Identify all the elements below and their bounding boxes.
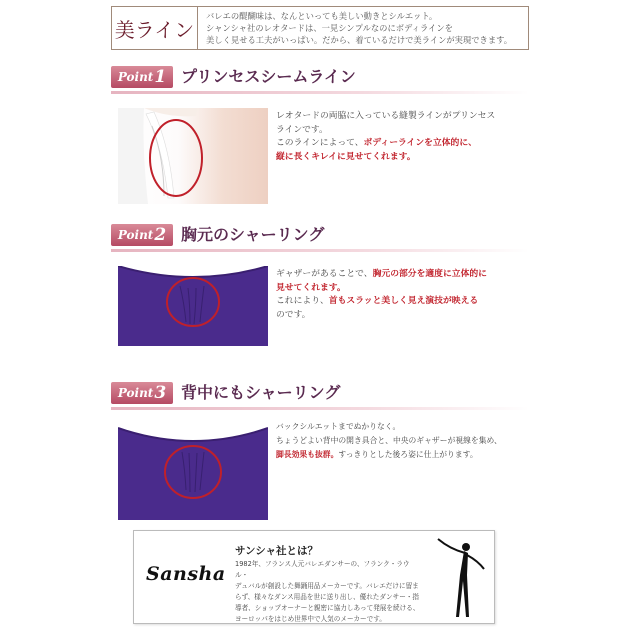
back-shirring-photo (118, 420, 268, 520)
desc-text: ギャザーがあることで、 (276, 269, 373, 279)
dancer-silhouette-icon (430, 535, 490, 621)
badge-number: 3 (154, 383, 167, 403)
point-2-title: 胸元のシャーリング (181, 225, 325, 244)
header-text (198, 7, 528, 49)
header-text-line: 美しく見せる工夫がいっぱい。だから、着ているだけで美ラインが実現できます。 (206, 35, 513, 45)
desc-highlight: ボディーラインを立体的に、 (363, 138, 477, 148)
point-1-title: プリンセスシームライン (181, 67, 356, 86)
desc-highlight: 見せてくれます。 (276, 282, 346, 293)
desc-line: レオタードの両脇に入っている縫製ラインがプリンセス (276, 111, 496, 121)
point-3-description (276, 420, 536, 462)
point-2-description (276, 268, 536, 322)
header-text-line: シャンシャ社のレオタードは、一見シンプルなのにボディラインを (206, 23, 453, 33)
sansha-info-box (133, 530, 495, 624)
desc-line: バックシルエットまでぬかりなく。 (276, 422, 401, 431)
point-2-badge (111, 224, 173, 246)
desc-text: このラインによって、 (276, 138, 364, 148)
desc-line (276, 137, 536, 151)
sansha-text-line: らず、様々なダンス用品を世に送り出し、優れたダンサー・指 (235, 593, 420, 601)
point-1-description (276, 110, 536, 164)
header-title: 美ライン (112, 7, 198, 49)
sansha-text-line: デュバルが創設した舞踊用品メーカーです。バレエだけに留ま (235, 582, 419, 590)
desc-highlight: 胸元の部分を適度に立体的に (372, 269, 487, 279)
point-1-heading (111, 64, 529, 94)
desc-highlight: 縦に長くキレイに見せてくれます。 (276, 151, 416, 162)
desc-highlight: 脚長効果も抜群。 (276, 450, 339, 459)
point-2-heading (111, 222, 529, 252)
sansha-text-line: ヨーロッパをはじめ世界中で人気のメーカーです。 (235, 615, 386, 623)
desc-line (276, 448, 536, 462)
desc-text: これにより、 (276, 296, 329, 306)
sansha-logo: Sansha (146, 563, 226, 585)
desc-highlight: 首もスラッと美しく見え演技が映える (328, 296, 479, 306)
heading-underline (111, 91, 529, 94)
front-shirring-photo (118, 266, 268, 346)
intro-header (111, 6, 529, 50)
badge-word: Point (117, 386, 154, 400)
desc-text: すっきりとした後ろ姿に仕上がります。 (338, 450, 478, 459)
sansha-text-line: 導者、ショップオーナーと親密に協力しあって発展を続ける、 (235, 604, 420, 612)
princess-seam-photo (118, 108, 268, 204)
header-text-line: バレエの醍醐味は、なんといっても美しい動きとシルエット。 (206, 11, 438, 21)
point-3-badge (111, 382, 173, 404)
heading-underline (111, 407, 529, 410)
desc-line: ラインです。 (276, 124, 328, 135)
desc-line: ちょうどよい背中の開き具合と、中央のギャザーが視線を集め、 (276, 436, 502, 445)
badge-word: Point (117, 228, 154, 242)
desc-line: のです。 (276, 309, 311, 320)
desc-line (276, 268, 536, 282)
badge-word: Point (117, 70, 154, 84)
desc-line (276, 295, 536, 309)
badge-number: 2 (154, 225, 167, 245)
point-3-title: 背中にもシャーリング (181, 383, 341, 402)
point-3-heading (111, 380, 529, 410)
badge-number: 1 (154, 67, 167, 87)
sansha-text-line: 1982年、フランス人元バレエダンサーの、フランク・ラウル・ (235, 560, 410, 579)
heading-underline (111, 249, 529, 252)
sansha-title: サンシャ社とは？ (235, 545, 319, 557)
point-1-badge (111, 66, 173, 88)
sansha-description (235, 559, 420, 625)
